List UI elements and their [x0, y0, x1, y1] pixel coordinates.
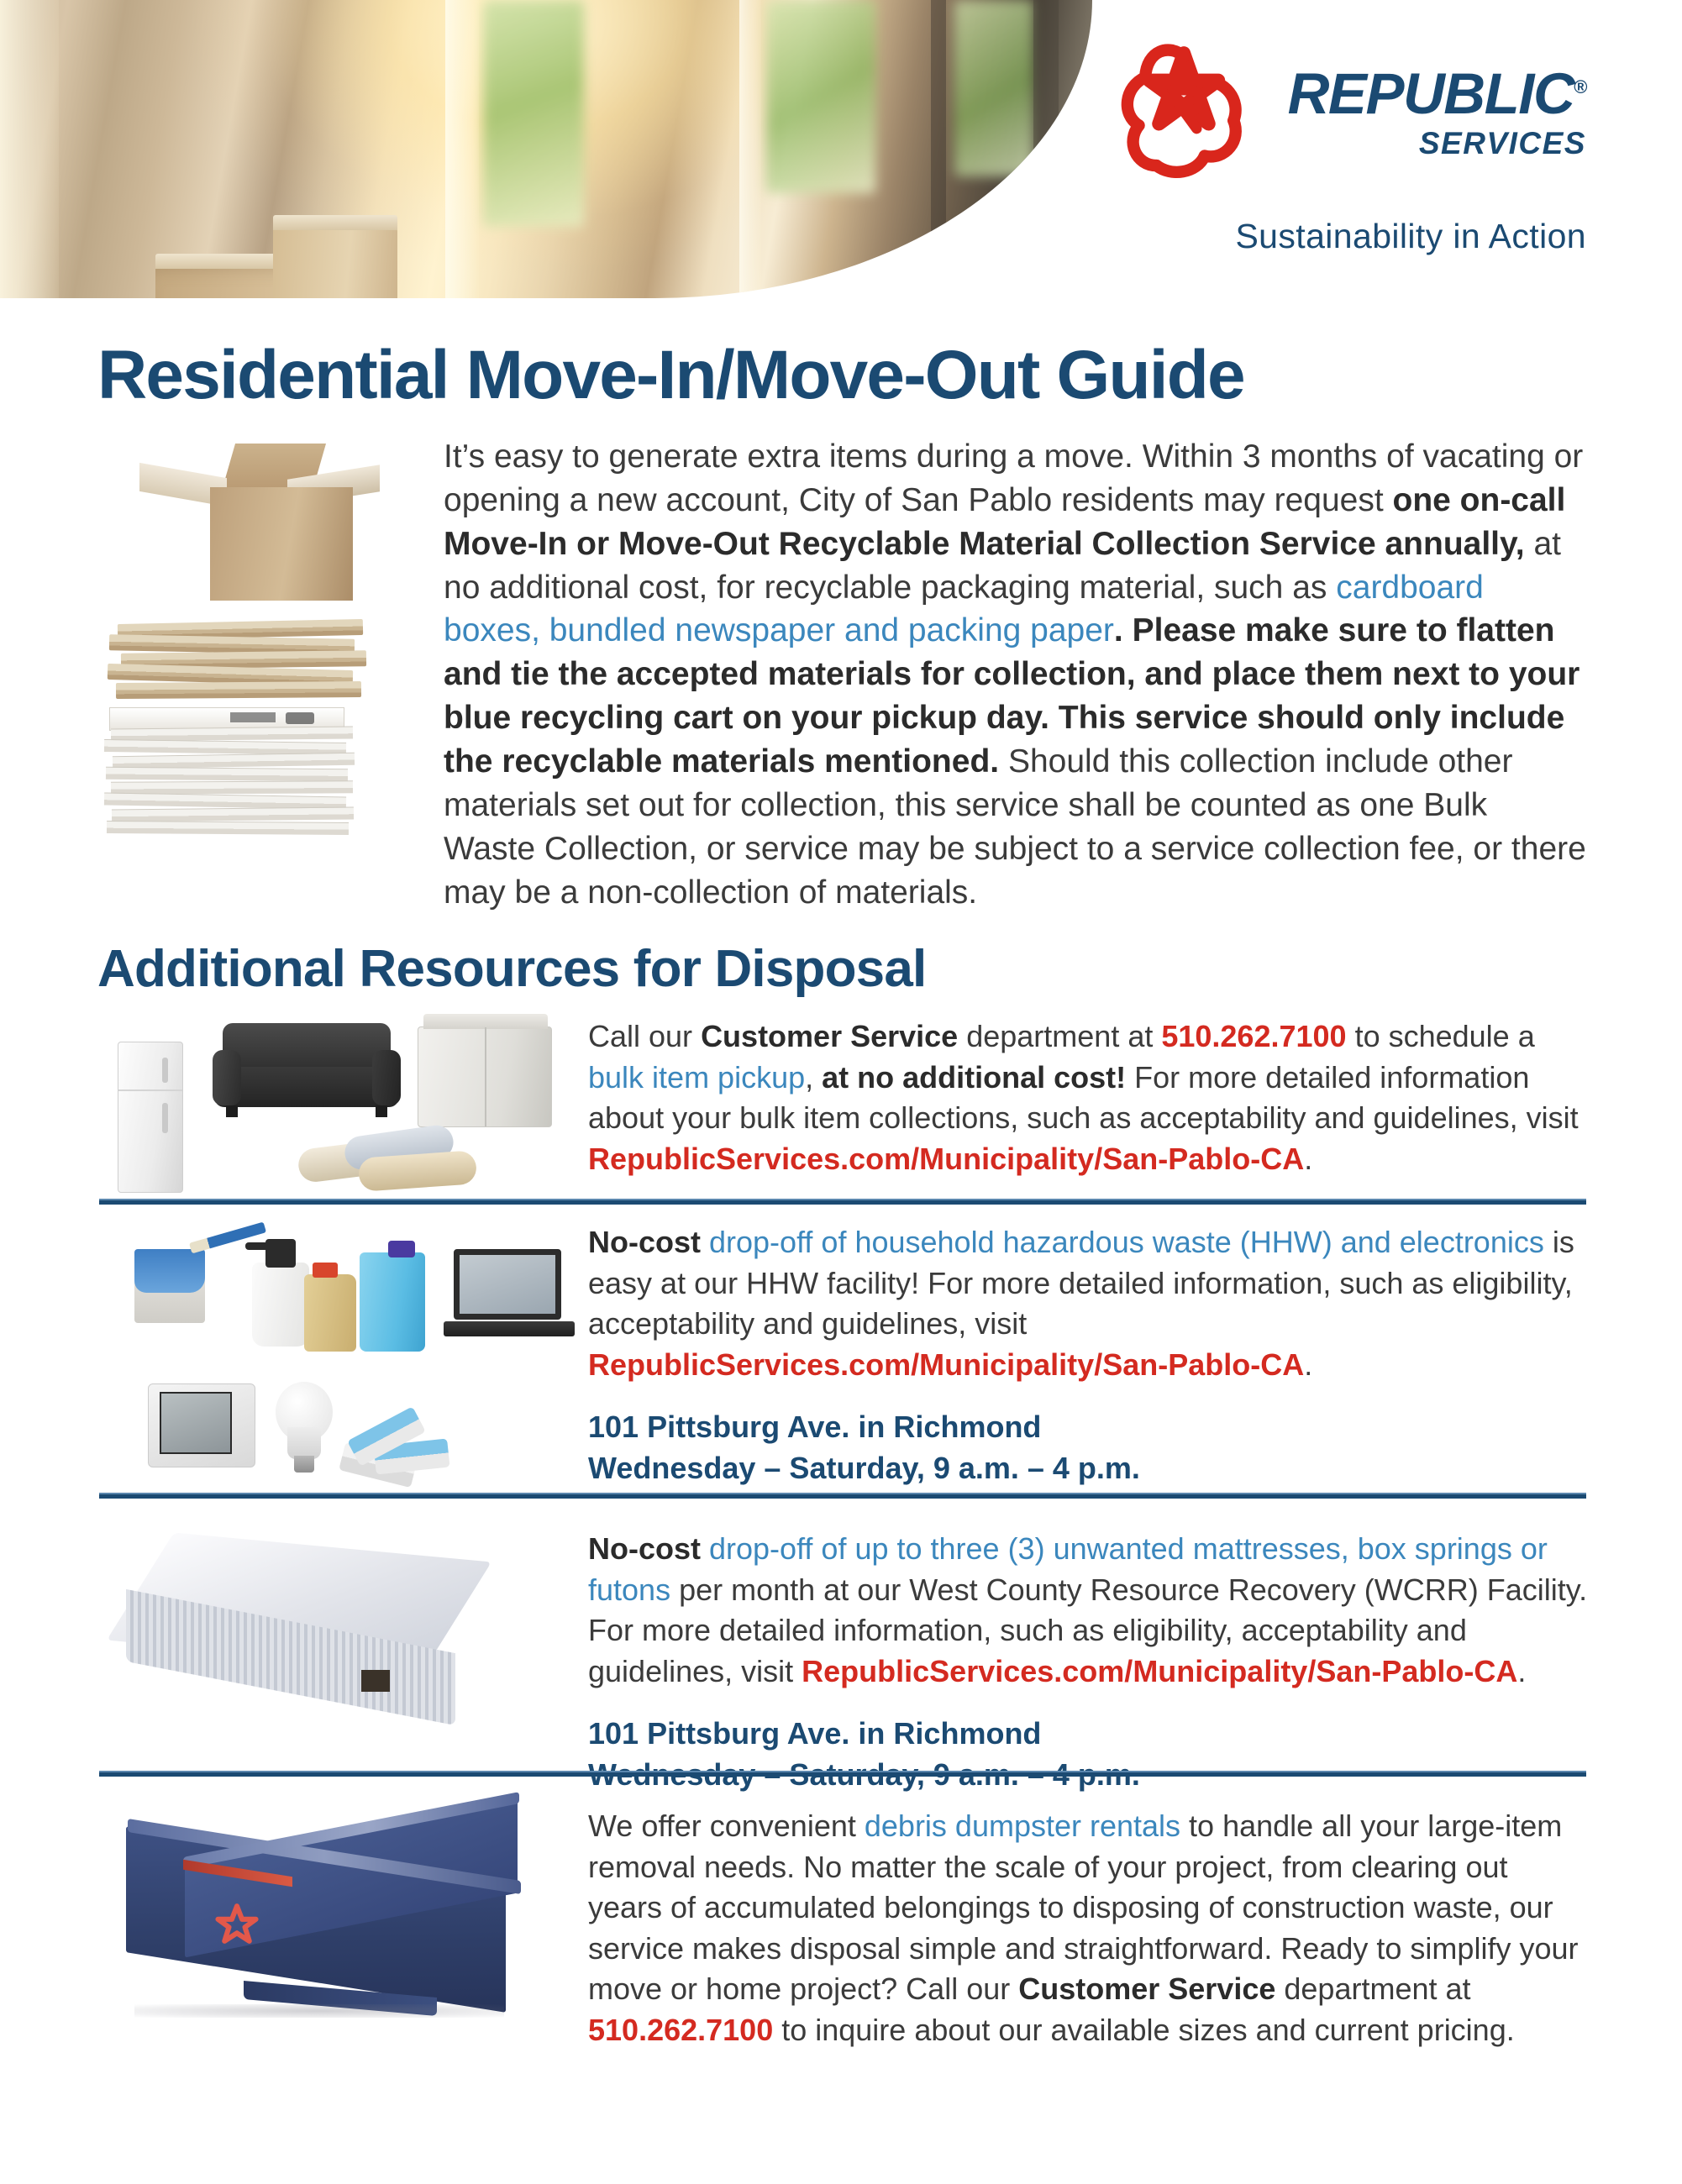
- laptop-base-icon: [444, 1321, 575, 1336]
- hero-door-frame: [931, 0, 946, 298]
- laptop-icon: [454, 1249, 561, 1320]
- hhw-items-illustration: [0, 1222, 588, 1499]
- republic-services-star-logo-icon: [1101, 40, 1266, 185]
- refrigerator-icon: [118, 1042, 183, 1193]
- hero-window-greenery: [483, 0, 584, 227]
- res3-a: We offer convenient: [588, 1809, 865, 1843]
- hero-light-streak: [739, 0, 761, 298]
- hhw-hours-line: Wednesday – Saturday, 9 a.m. – 4 p.m.: [588, 1450, 1140, 1485]
- mattress-tag-icon: [361, 1670, 390, 1692]
- motor-oil-bottle-icon: [304, 1274, 356, 1352]
- hhw-address-line1: 101 Pittsburg Ave. in Richmond: [588, 1410, 1042, 1445]
- page-header: [0, 0, 1682, 302]
- paint-spill-icon: [134, 1249, 205, 1293]
- dumpster-shadow: [134, 2004, 504, 2018]
- res1-a: No-cost: [588, 1225, 709, 1259]
- bulk-items-illustration: [0, 1008, 588, 1218]
- res2-e: .: [1517, 1653, 1527, 1688]
- hhw-text: [588, 1222, 1588, 1489]
- chemical-jug-icon: [360, 1252, 425, 1352]
- dumpster-star-logo-icon: [215, 1902, 259, 1945]
- res0-k: .: [1304, 1141, 1313, 1176]
- television-screen-icon: [160, 1392, 232, 1454]
- hero-light-streak: [445, 0, 479, 298]
- light-bulb-neck-icon: [287, 1427, 321, 1459]
- rolled-rugs-icon: [298, 1126, 479, 1198]
- res0-e: to schedule a: [1346, 1019, 1535, 1053]
- mattress-address-line1: 101 Pittsburg Ave. in Richmond: [588, 1716, 1042, 1751]
- res0-h: at no additional cost!: [822, 1059, 1127, 1095]
- section-title-additional-resources: Additional Resources for Disposal: [97, 940, 927, 998]
- washer-dryer-icon: [418, 1026, 552, 1127]
- res1-b-highlight: drop-off of household hazardous waste (HHW) and electronics: [709, 1225, 1544, 1259]
- republic-services-url-link[interactable]: RepublicServices.com/Municipality/San-Pablo-CA: [588, 1347, 1305, 1382]
- mattress-illustration: [0, 1529, 588, 1772]
- spray-bottle-icon: [252, 1263, 309, 1347]
- dumpster-rental-text: [588, 1806, 1588, 2051]
- brand-subname: SERVICES: [1418, 125, 1586, 160]
- hero-door-frame: [1033, 0, 1059, 298]
- sofa-icon: [214, 1023, 399, 1120]
- brand-name: [1287, 60, 1586, 126]
- chemical-jug-cap-icon: [388, 1241, 415, 1257]
- res3-g: to inquire about our available sizes and current pricing.: [773, 2012, 1515, 2047]
- bundled-newspaper-stack-icon: [104, 722, 356, 865]
- intro-text-f: Should this collection include other materials set out for collection, this service shall be counted as one Bulk Waste Collection, or service may be subject to a service collection fee, or there may be a non-collection of materials.: [444, 743, 1586, 911]
- res0-a: Call our: [588, 1019, 702, 1053]
- brand-block: [1116, 40, 1586, 256]
- page-title: Residential Move-In/Move-Out Guide: [97, 337, 1244, 413]
- debris-dumpster-illustration: [0, 1806, 588, 2050]
- registered-trademark-icon: ®: [1574, 76, 1586, 97]
- brand-name-text: REPUBLIC: [1287, 60, 1574, 126]
- recyclable-materials-illustration: [101, 438, 437, 875]
- res3-b-highlight: debris dumpster rentals: [864, 1809, 1181, 1843]
- res2-c: per month at our West County Resource Recovery (WCRR) Facility. For more detailed information, such as eligibility, acceptability and guidelines, visit: [588, 1572, 1588, 1688]
- res1-c: is easy at our HHW facility! For more detailed information, such as eligibility, acceptability and guidelines, visit: [588, 1225, 1574, 1341]
- intro-paragraph: [444, 435, 1586, 914]
- intro-paragraph-block: [444, 435, 1586, 914]
- res1-e: .: [1304, 1347, 1313, 1382]
- mattress-drop-off-text: [588, 1529, 1588, 1796]
- cardboard-box-icon: [210, 487, 353, 601]
- row-divider: [99, 1493, 1586, 1499]
- hero-moving-box: [273, 228, 397, 298]
- res2-b-highlight: drop-off of up to three (3) unwanted mattresses, box springs or futons: [588, 1531, 1548, 1607]
- republic-services-url-link[interactable]: RepublicServices.com/Municipality/San-Pablo-CA: [802, 1653, 1518, 1688]
- res2-a: No-cost: [588, 1531, 709, 1566]
- hero-window-greenery: [766, 0, 875, 193]
- motor-oil-cap-icon: [313, 1263, 338, 1278]
- light-bulb-base-icon: [294, 1456, 314, 1473]
- intro-text-d-highlight: cardboard boxes, bundled newspaper and packing paper: [444, 569, 1484, 649]
- hero-window-greenery: [954, 0, 1033, 176]
- intro-text-b: one on-call Move-In or Move-Out Recyclable Material Collection Service annually,: [444, 481, 1566, 562]
- res0-g: ,: [805, 1059, 823, 1095]
- res3-c: to handle all your large-item removal needs. No matter the scale of your project, from clearing out years of accumulated belongings to disposing of construction waste, our service makes disposal simple and straightforward. Ready to simplify your move or home project? Call our: [588, 1809, 1579, 2007]
- hero-light-streak: [0, 0, 59, 298]
- customer-service-phone[interactable]: 510.262.7100: [1161, 1019, 1347, 1053]
- brand-tagline: Sustainability in Action: [1235, 217, 1586, 255]
- row-divider: [99, 1771, 1586, 1777]
- res3-d: Customer Service: [1018, 1971, 1276, 2007]
- flattened-cardboard-stack-icon: [108, 622, 360, 706]
- customer-service-phone[interactable]: 510.262.7100: [588, 2012, 774, 2047]
- republic-services-url-link[interactable]: RepublicServices.com/Municipality/San-Pablo-CA: [588, 1141, 1305, 1176]
- intro-text-a: It’s easy to generate extra items during a move. Within 3 months of vacating or opening a new account, City of San Pablo residents may request: [444, 438, 1584, 518]
- row-divider: [99, 1199, 1586, 1205]
- intro-text-c: at no additional cost, for recyclable packaging material, such as: [444, 525, 1562, 606]
- bulk-item-pickup-text: [588, 1016, 1588, 1179]
- spray-bottle-handle-icon: [245, 1242, 292, 1250]
- res0-f-highlight: bulk item pickup: [588, 1059, 806, 1095]
- res0-b: Customer Service: [701, 1019, 959, 1053]
- hero-image: [0, 0, 1092, 298]
- res3-e: department at: [1275, 1971, 1471, 2007]
- res0-c: department at: [958, 1019, 1162, 1053]
- intro-text-e: . Please make sure to flatten and tie the accepted materials for collection, and place them next to your blue recycling cart on your pickup day. This service should only include the recyclable materials mentioned.: [444, 612, 1580, 780]
- res0-i: For more detailed information about your bulk item collections, such as acceptability and guidelines, visit: [588, 1059, 1579, 1136]
